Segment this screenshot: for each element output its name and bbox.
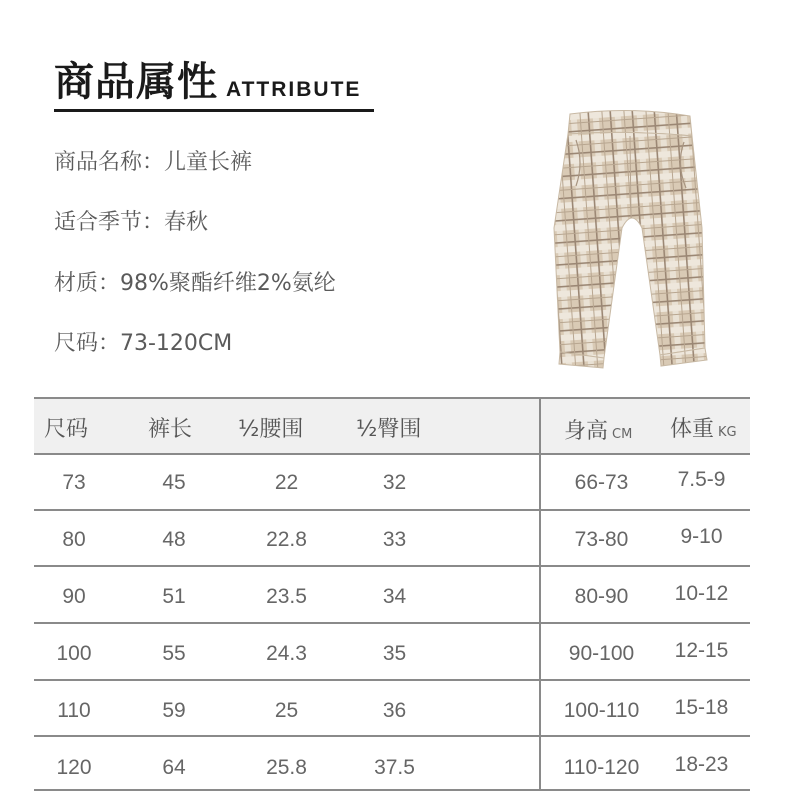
header-waist: ½腰围 <box>238 417 304 442</box>
cell-waist: 23.5 <box>266 585 307 608</box>
cell-size: 110 <box>57 699 91 722</box>
cell-size: 100 <box>56 642 92 665</box>
cell-length: 59 <box>162 699 186 722</box>
attribute-material: 材质：98%聚酯纤维2%氨纶 <box>54 271 336 296</box>
cell-weight: 9-10 <box>680 525 723 548</box>
table-bottom-border <box>34 789 750 791</box>
heading-chinese: 商品属性 <box>54 59 218 105</box>
cell-weight: 15-18 <box>674 696 729 719</box>
cell-length: 51 <box>162 585 186 608</box>
cell-weight: 18-23 <box>674 753 729 776</box>
cell-height: 80-90 <box>574 585 629 608</box>
cell-height: 73-80 <box>574 528 629 551</box>
header-weight-label: 体重 <box>670 417 715 442</box>
cell-size: 73 <box>62 471 86 494</box>
heading-underline <box>54 109 374 112</box>
cell-hip: 37.5 <box>374 756 415 779</box>
attribute-product-name: 商品名称：儿童长裤 <box>54 150 253 175</box>
cell-waist: 25 <box>274 699 299 722</box>
table-column-divider <box>539 397 541 789</box>
header-height <box>564 414 632 445</box>
cell-length: 45 <box>162 471 186 494</box>
table-row-divider <box>34 679 750 681</box>
header-length: 裤长 <box>148 417 193 442</box>
table-row-divider <box>34 735 750 737</box>
section-heading <box>54 58 361 106</box>
table-row-divider <box>34 453 750 455</box>
cell-size: 80 <box>62 528 86 551</box>
table-row-divider <box>34 509 750 511</box>
cell-waist: 24.3 <box>266 642 307 665</box>
table-top-border <box>34 397 750 399</box>
cell-hip: 36 <box>382 699 407 722</box>
cell-height: 100-110 <box>563 699 640 722</box>
cell-length: 55 <box>162 642 186 665</box>
cell-length: 48 <box>162 528 186 551</box>
cell-waist: 22.8 <box>266 528 307 551</box>
cell-hip: 32 <box>382 471 407 494</box>
cell-hip: 34 <box>382 585 407 608</box>
cell-height: 90-100 <box>568 642 635 665</box>
heading-english: ATTRIBUTE <box>226 78 362 101</box>
cell-height: 110-120 <box>563 756 640 779</box>
attribute-season: 适合季节：春秋 <box>54 210 209 235</box>
cell-height: 66-73 <box>574 471 629 494</box>
header-weight-unit: KG <box>718 425 737 440</box>
product-pants-image <box>540 108 720 373</box>
table-row-divider <box>34 622 750 624</box>
cell-weight: 12-15 <box>674 639 729 662</box>
header-size: 尺码 <box>44 417 89 442</box>
header-hip: ½臀围 <box>356 417 422 442</box>
header-weight <box>670 412 737 443</box>
cell-hip: 33 <box>382 528 407 551</box>
cell-waist: 22 <box>274 471 299 494</box>
cell-weight: 7.5-9 <box>677 468 726 491</box>
table-row-divider <box>34 565 750 567</box>
cell-size: 120 <box>56 756 92 779</box>
cell-weight: 10-12 <box>674 582 729 605</box>
cell-size: 90 <box>62 585 86 608</box>
cell-hip: 35 <box>382 642 407 665</box>
attribute-size-range: 尺码：73-120CM <box>54 331 233 356</box>
header-height-unit: CM <box>612 427 633 442</box>
cell-length: 64 <box>162 756 186 779</box>
header-height-label: 身高 <box>564 419 609 444</box>
cell-waist: 25.8 <box>266 756 307 779</box>
